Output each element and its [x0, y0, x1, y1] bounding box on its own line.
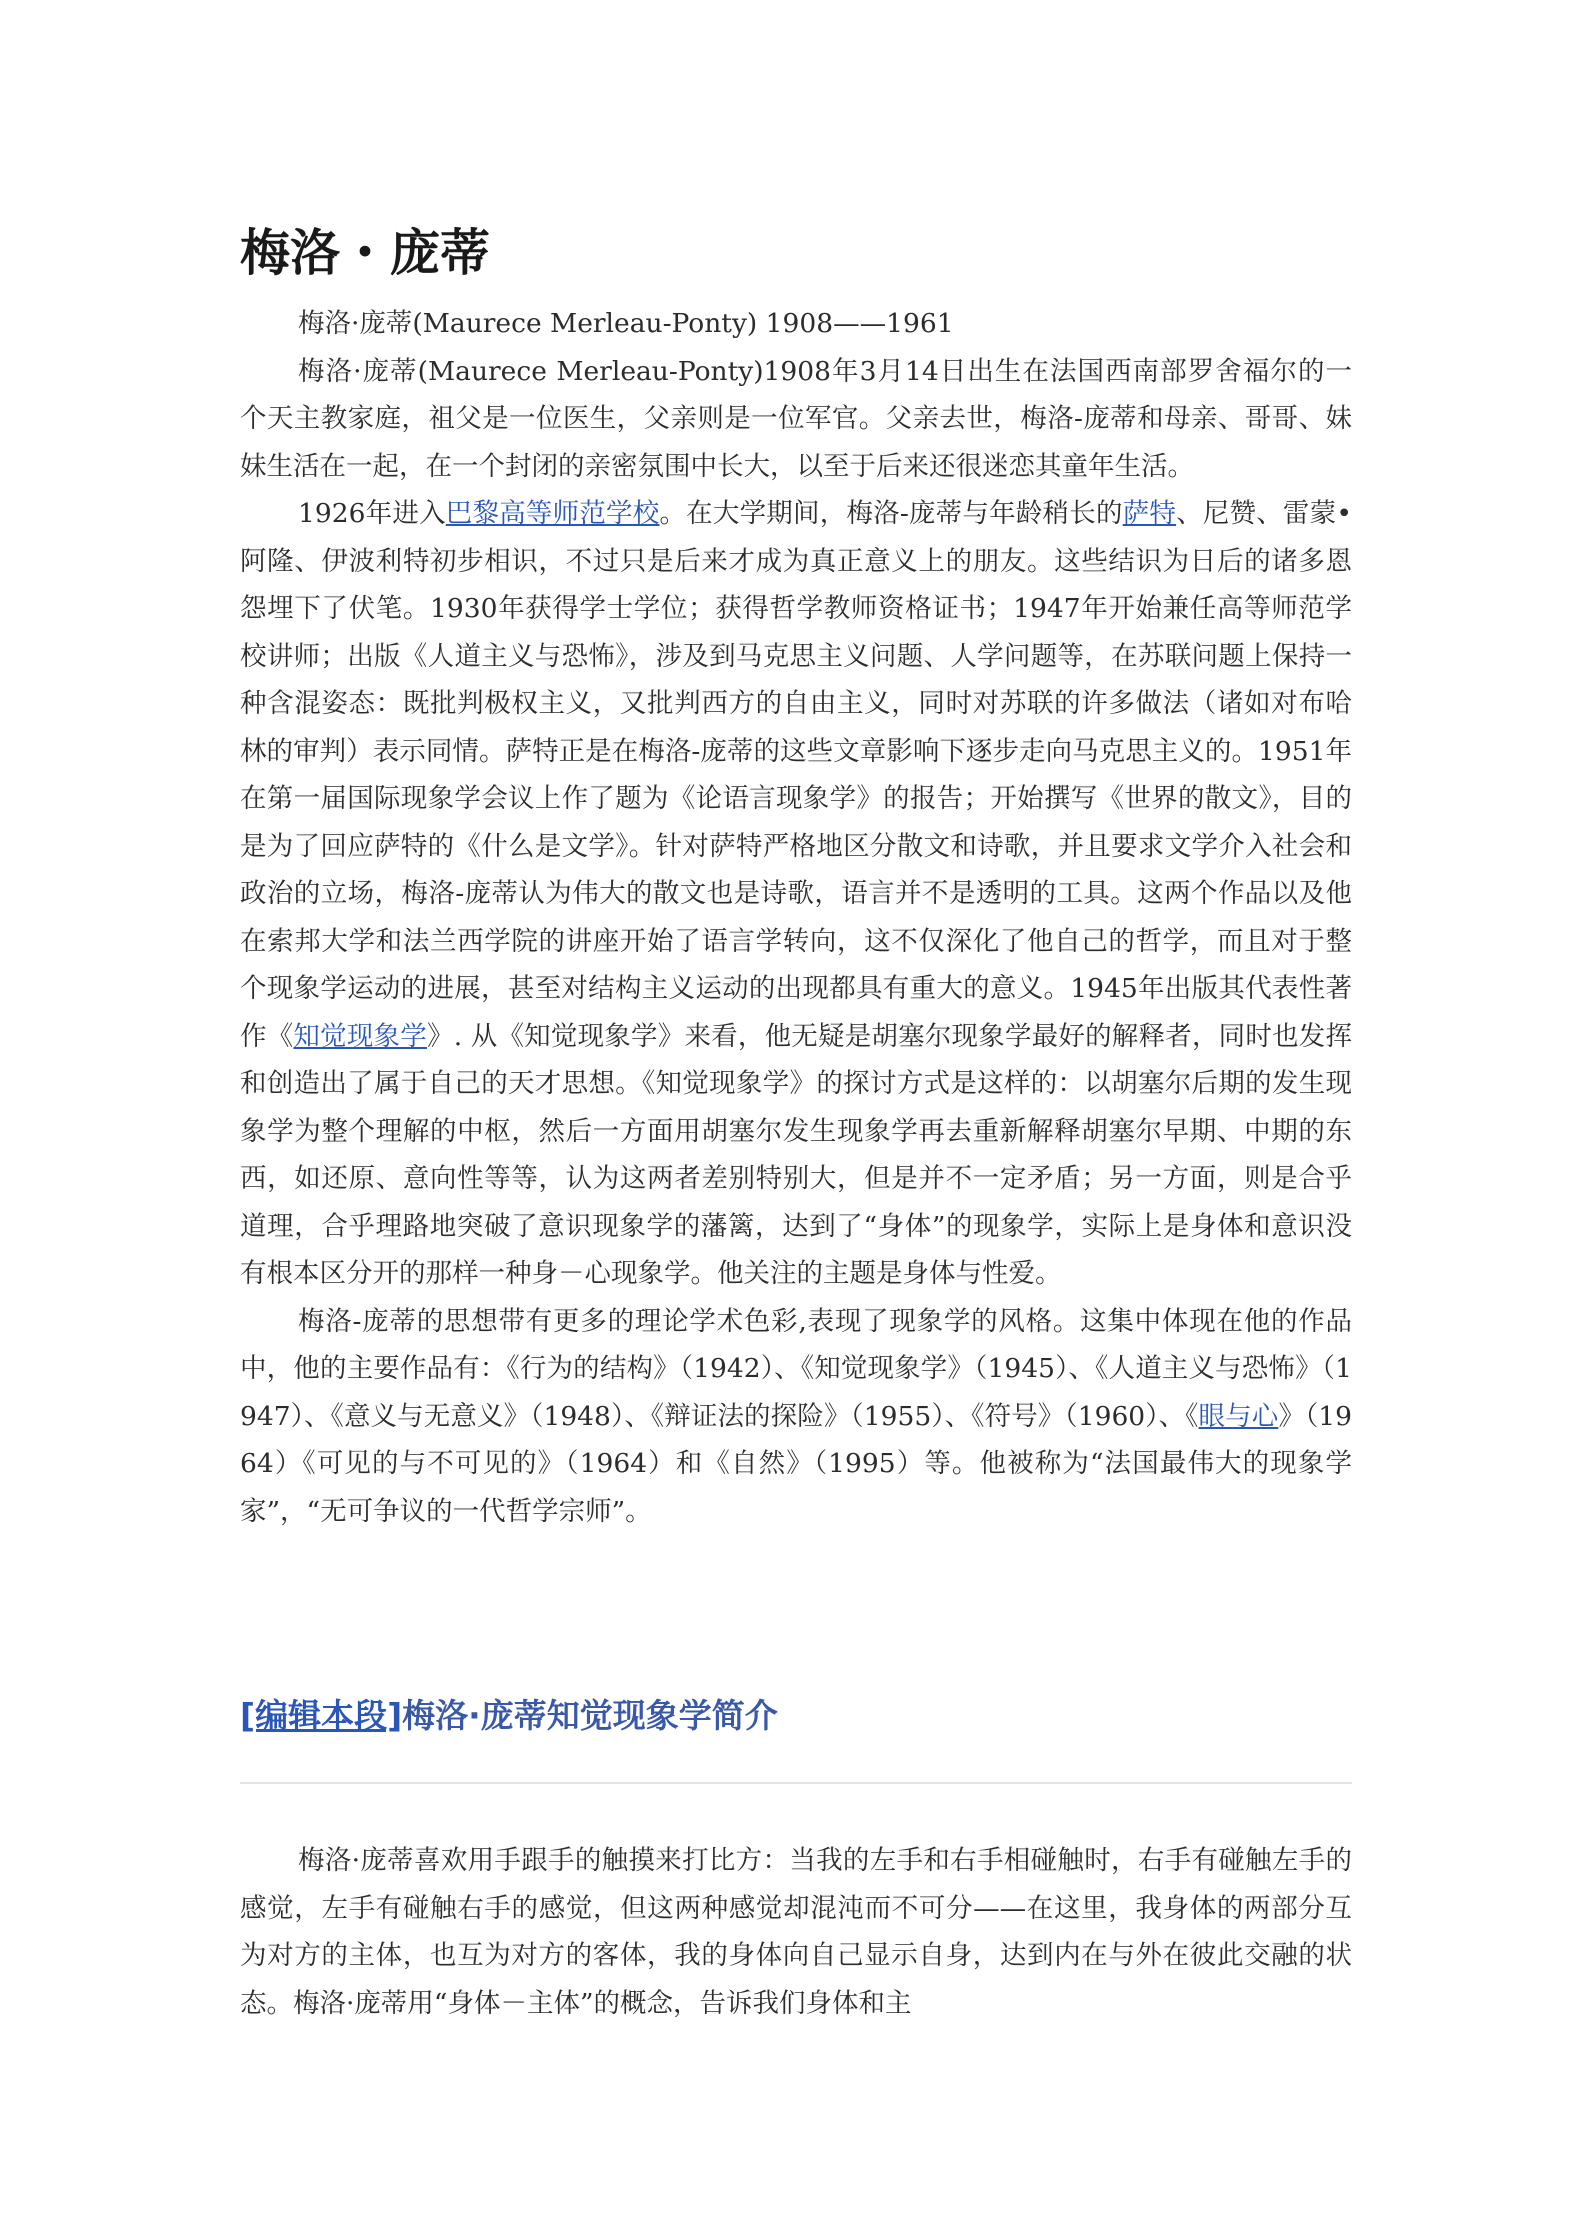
paragraph-career-text-4: 》. 从《知觉现象学》来看，他无疑是胡塞尔现象学最好的解释者，同时也发挥和创造出了属于自己的天才思想。《知觉现象学》的探讨方式是这样的：以胡塞尔后期的发生现象学为整个理解的中枢，然后一方面用胡塞尔发生现象学再去重新解释胡塞尔早期、中期的东西，如还原、意向性等等，认为这两者差别特别大，但是并不一定矛盾；另一方面，则是合乎道理，合乎理路地突破了意识现象学的藩篱，达到了“身体”的现象学，实际上是身体和意识没有根本区分开的那样一种身－心现象学。他关注的主题是身体与性爱。: [240, 1020, 1352, 1289]
phenomenology-section: [240, 1837, 1352, 2027]
link-sartre[interactable]: 萨特: [1122, 498, 1177, 529]
link-eye-and-mind[interactable]: 眼与心: [1198, 1400, 1279, 1432]
link-ens-paris[interactable]: 巴黎高等师范学校: [445, 498, 660, 529]
section-divider: [240, 1782, 1352, 1784]
subtitle-line: 梅洛·庞蒂(Maurece Merleau-Ponty) 1908——1961: [298, 308, 954, 339]
paragraph-works-text-2: 》（1964）《可见的与不可见的》（1964）和《自然》（1995）等。他被称为“法国最伟大的现象学家”，“无可争议的一代哲学宗师”。: [240, 1400, 1353, 1527]
paragraph-career-text-1: 1926年进入: [298, 498, 446, 529]
section-heading-text: 梅洛·庞蒂知觉现象学简介: [402, 1696, 778, 1735]
section-heading: [240, 1690, 778, 1742]
paragraph-works: [240, 1298, 1352, 1536]
page-title: 梅洛・庞蒂: [240, 224, 490, 282]
intro-section: [240, 300, 1352, 1535]
paragraph-career: [240, 490, 1352, 1298]
paragraph-career-text-3: 、尼赞、雷蒙•阿隆、伊波利特初步相识，不过只是后来才成为真正意义上的朋友。这些结识为日后的诸多恩怨埋下了伏笔。1930年获得学士学位；获得哲学教师资格证书；1947年开始兼任高等师范学校讲师；出版《人道主义与恐怖》，涉及到马克思主义问题、人学问题等，在苏联问题上保持一种含混姿态：既批判极权主义，又批判西方的自由主义，同时对苏联的许多做法（诸如对布哈林的审判）表示同情。萨特正是在梅洛-庞蒂的这些文章影响下逐步走向马克思主义的。1951年在第一届国际现象学会议上作了题为《论语言现象学》的报告；开始撰写《世界的散文》，目的是为了回应萨特的《什么是文学》。针对萨特严格地区分散文和诗歌，并且要求文学介入社会和政治的立场，梅洛-庞蒂认为伟大的散文也是诗歌，语言并不是透明的工具。这两个作品以及他在索邦大学和法兰西学院的讲座开始了语言学转向，这不仅深化了他自己的哲学，而且对于整个现象学运动的进展，甚至对结构主义运动的出现都具有重大的意义。1945年出版其代表性著作《: [240, 498, 1352, 1052]
edit-section-link[interactable]: [编辑本段]: [240, 1696, 403, 1735]
paragraph-touch-analogy: 梅洛·庞蒂喜欢用手跟手的触摸来打比方：当我的左手和右手相碰触时，右手有碰触左手的感觉，左手有碰触右手的感觉，但这两种感觉却混沌而不可分——在这里，我身体的两部分互为对方的主体，也互为对方的客体，我的身体向自己显示自身，达到内在与外在彼此交融的状态。梅洛·庞蒂用“身体－主体”的概念，告诉我们身体和主: [240, 1845, 1352, 2019]
paragraph-works-text-1: 梅洛-庞蒂的思想带有更多的理论学术色彩,表现了现象学的风格。这集中体现在他的作品中，他的主要作品有：《行为的结构》（1942）、《知觉现象学》（1945）、《人道主义与恐怖》（1947）、《意义与无意义》（1948）、《辩证法的探险》（1955）、《符号》（1960）、《: [240, 1305, 1352, 1432]
link-phenomenology-of-perception[interactable]: 知觉现象学: [293, 1020, 427, 1052]
paragraph-birth: 梅洛·庞蒂(Maurece Merleau-Ponty)1908年3月14日出生在法国西南部罗舍福尔的一个天主教家庭，祖父是一位医生，父亲则是一位军官。父亲去世，梅洛-庞蒂和母亲、哥哥、妹妹生活在一起，在一个封闭的亲密氛围中长大，以至于后来还很迷恋其童年生活。: [240, 355, 1352, 482]
paragraph-career-text-2: 。在大学期间，梅洛-庞蒂与年龄稍长的: [659, 498, 1123, 529]
